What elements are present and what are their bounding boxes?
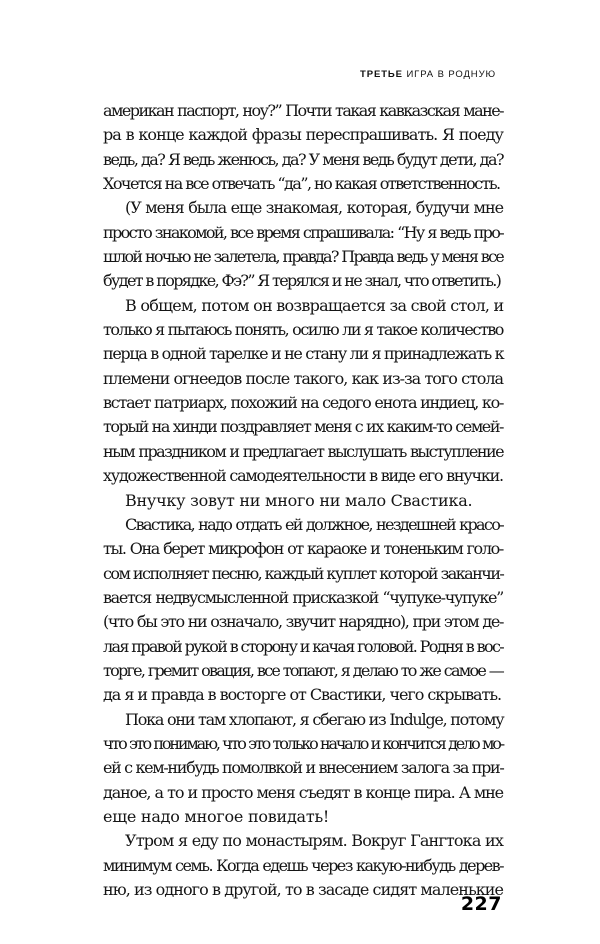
text-line: да я и правда в восторге от Свастики, чего скрывать. [103,685,502,705]
text-line: перца в одной тарелке и не стану ли я принадлежать к [103,344,504,364]
text-line: ню, из одного в другой, то в засаде сидят маленькие [103,880,503,899]
running-header [360,69,496,80]
text-line: будет в порядке, Фэ?” Я терялся и не знал, что ответить.) [103,271,501,291]
text-line: Пока они там хлопают, я сбегаю из Indulge, потому [125,709,504,729]
text-line: только я пытаюсь понять, осилю ли я такое количество [103,320,503,340]
text-line: что это понимаю, что это только начало и кончится дело мо- [103,733,503,753]
text-line: художественной самодеятельности в виде его внучки. [103,466,503,486]
page-number: 227 [460,893,502,915]
text-line: торый на хинди поздравляет меня с их каким-то семей- [103,417,503,437]
text-line: (У меня была еще знакомая, которая, будучи мне [125,198,503,218]
text-line: лая правой рукой в сторону и качая головой. Родня в вос- [103,636,504,656]
text-line: (что бы это ни означало, звучит нарядно), при этом де- [103,612,503,632]
running-header-title: ИГРА В РОДНУЮ [406,69,496,80]
text-line: просто знакомой, все время спрашивала: “Ну я ведь про- [103,222,503,242]
text-line: племени огнеедов после такого, как из-за того стола [103,368,503,388]
text-line: шлой ночью не залетела, правда? Правда ведь у меня все [103,247,503,267]
text-line: Хочется на все отвечать “да”, но какая ответственность. [103,174,500,194]
text-line: сом исполняет песню, каждый куплет которой заканчи- [103,563,504,583]
text-line: В общем, потом он возвращается за свой стол, и [125,295,504,315]
text-line: даное, а то и просто меня съедят в конце пира. А мне [103,782,503,802]
text-line: минимум семь. Когда едешь через какую-нибудь дерев- [103,855,503,875]
text-line: американ паспорт, ноу?” Почти такая кавказская мане- [103,101,503,120]
text-line: ты. Она берет микрофон от караоке и тоненьким голо- [103,539,503,559]
text-line: Внучку зовут ни много ни мало Свастика. [125,490,473,510]
running-header-chapter-word: ТРЕТЬЕ [360,69,403,80]
text-line: встает патриарх, похожий на седого енота индиец, ко- [103,393,504,413]
text-line: вается недвусмысленной присказкой “чупуке-чупуке” [103,587,503,607]
text-line: еще надо многое повидать! [103,806,330,826]
text-line: ей с кем-нибудь помолвкой и внесением залога за при- [103,758,504,778]
text-line: ведь, да? Я ведь женюсь, да? У меня ведь будут дети, да? [103,149,503,169]
text-line: ным праздником и предлагает выслушать выступление [103,441,503,461]
text-line: Свастика, надо отдать ей должное, нездешней красо- [125,514,503,534]
text-line: ра в конце каждой фразы переспрашивать. Я поеду [103,125,503,145]
text-line: торге, гремит овация, все топают, я делаю то же самое — [103,660,503,680]
text-line: Утром я еду по монастырям. Вокруг Гангтока их [125,831,503,851]
body-text [103,99,503,902]
